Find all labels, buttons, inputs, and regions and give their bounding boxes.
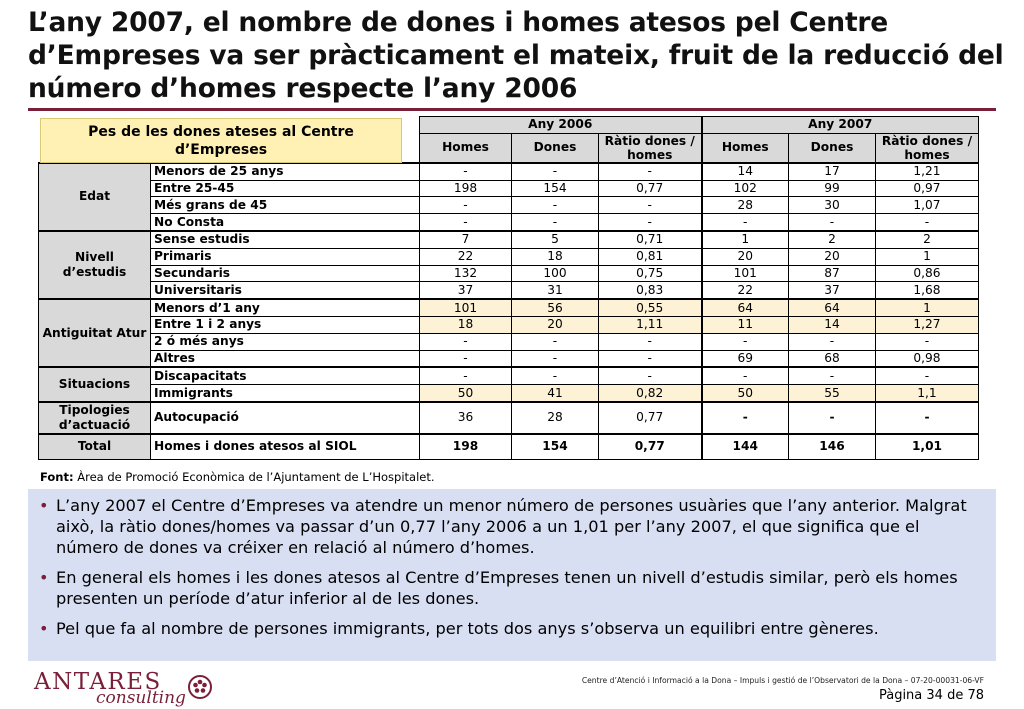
table-cell: 0,98 <box>876 350 979 367</box>
group-label-nivell: Nivell d’estudis <box>39 231 151 299</box>
table-cell: 5 <box>512 231 599 248</box>
table-cell: 0,77 <box>599 180 702 197</box>
table-cell: 17 <box>789 163 876 180</box>
bullet-item <box>36 618 982 639</box>
table-cell: - <box>702 367 789 384</box>
table-cell: 20 <box>702 248 789 265</box>
table-cell: - <box>702 333 789 350</box>
col-ratio-2007: Ràtio dones / homes <box>876 133 979 163</box>
table-cell: - <box>876 333 979 350</box>
table-cell: 20 <box>512 316 599 333</box>
footer-text: Centre d’Atenció i Informació a la Dona – Impuls i gestió de l’Observatori de la Dona – 07-20-00031-06-VF <box>581 676 984 685</box>
table-cell: - <box>512 214 599 231</box>
table-cell: 1,07 <box>876 197 979 214</box>
table-cell: 28 <box>512 402 599 434</box>
table-cell: - <box>789 367 876 384</box>
row-label: 2 ó més anys <box>151 333 420 350</box>
row-label: Discapacitats <box>151 367 420 384</box>
group-label-total: Total <box>39 434 151 460</box>
row-label: Secundaris <box>151 265 420 282</box>
table-row <box>39 214 979 231</box>
row-label: No Consta <box>151 214 420 231</box>
table-cell: 0,82 <box>599 385 702 402</box>
table-cell: 101 <box>420 299 512 316</box>
table-cell: 0,86 <box>876 265 979 282</box>
row-label: Menors d’1 any <box>151 299 420 316</box>
table-row <box>39 402 979 434</box>
table-row <box>39 350 979 367</box>
bullet-panel <box>28 489 996 661</box>
table-cell: - <box>420 333 512 350</box>
table-cell: 1,1 <box>876 385 979 402</box>
table-cell: 101 <box>702 265 789 282</box>
table-cell: - <box>789 402 876 434</box>
table-cell: 1,27 <box>876 316 979 333</box>
table-caption: Pes de les dones ateses al Centre d’Empreses <box>40 118 402 163</box>
table-cell: 1,68 <box>876 282 979 299</box>
bullet-item <box>36 495 982 558</box>
table-cell: - <box>789 333 876 350</box>
table-cell: 198 <box>420 434 512 460</box>
table-body <box>39 163 979 460</box>
table-cell: 56 <box>512 299 599 316</box>
table-cell: - <box>599 367 702 384</box>
table-cell: 36 <box>420 402 512 434</box>
bullet-text: L’any 2007 el Centre d’Empreses va atendre un menor número de persones usuàries que l’any anterior. Malgrat això, la ràtio dones/homes va passar d’un 0,77 l’any 2006 a un 1,01 per l’any 2007, el que significa que el número de dones va créixer en relació al número d’homes. <box>56 496 967 557</box>
col-dones-2006: Dones <box>512 133 599 163</box>
table-cell: 7 <box>420 231 512 248</box>
group-label-tipologies: Tipologies d’actuació <box>39 402 151 434</box>
year-2006-header: Any 2006 <box>420 117 702 134</box>
logo-sub: consulting <box>96 688 186 708</box>
table-cell: 64 <box>702 299 789 316</box>
table-cell: 30 <box>789 197 876 214</box>
table-row <box>39 299 979 316</box>
row-label: Homes i dones atesos al SIOL <box>151 434 420 460</box>
group-label-edat: Edat <box>39 163 151 231</box>
group-label-antiguitat: Antiguitat Atur <box>39 299 151 367</box>
table-cell: 18 <box>420 316 512 333</box>
row-label: Autocupació <box>151 402 420 434</box>
bullet-item <box>36 567 982 609</box>
table-row <box>39 163 979 180</box>
row-label: Entre 25-45 <box>151 180 420 197</box>
table-cell: 64 <box>789 299 876 316</box>
table-row <box>39 333 979 350</box>
table-cell: - <box>599 333 702 350</box>
table-cell: 100 <box>512 265 599 282</box>
logo-brand: ANTARES <box>34 669 162 695</box>
table-cell: 68 <box>789 350 876 367</box>
table-cell: 69 <box>702 350 789 367</box>
table-cell: 14 <box>789 316 876 333</box>
col-ratio-2006: Ràtio dones / homes <box>599 133 702 163</box>
table-cell: - <box>789 214 876 231</box>
table-cell: 37 <box>420 282 512 299</box>
col-homes-2006: Homes <box>420 133 512 163</box>
table-cell: 0,77 <box>599 402 702 434</box>
table-cell: - <box>512 197 599 214</box>
table-cell: 146 <box>789 434 876 460</box>
table-cell: 50 <box>420 385 512 402</box>
row-label: Primaris <box>151 248 420 265</box>
page-number: Pàgina 34 de 78 <box>878 688 984 703</box>
table-cell: - <box>599 214 702 231</box>
source-label: Font: <box>40 470 74 484</box>
row-label: Universitaris <box>151 282 420 299</box>
table-cell: 22 <box>420 248 512 265</box>
table-cell: - <box>420 214 512 231</box>
bullet-dot-icon: • <box>39 619 49 638</box>
year-2007-header: Any 2007 <box>702 117 979 134</box>
table-cell: 1,21 <box>876 163 979 180</box>
table-cell: - <box>702 402 789 434</box>
table-cell: - <box>420 367 512 384</box>
table-row <box>39 197 979 214</box>
table-cell: 99 <box>789 180 876 197</box>
table-row <box>39 231 979 248</box>
table-cell: - <box>512 333 599 350</box>
table-cell: - <box>702 214 789 231</box>
table-cell: - <box>876 214 979 231</box>
table-cell: 87 <box>789 265 876 282</box>
table-cell: - <box>420 163 512 180</box>
title-divider <box>28 108 996 111</box>
table-row <box>39 180 979 197</box>
table-cell: 41 <box>512 385 599 402</box>
logo-flower-icon <box>187 674 213 700</box>
row-label: Altres <box>151 350 420 367</box>
table-row <box>39 282 979 299</box>
table-cell: 2 <box>876 231 979 248</box>
table-cell: 22 <box>702 282 789 299</box>
bullet-text: Pel que fa al nombre de persones immigrants, per tots dos anys s’observa un equilibri entre gèneres. <box>56 619 879 638</box>
table-cell: 0,75 <box>599 265 702 282</box>
table-cell: 1,11 <box>599 316 702 333</box>
table-cell: 18 <box>512 248 599 265</box>
row-label: Immigrants <box>151 385 420 402</box>
table-cell: 31 <box>512 282 599 299</box>
source-text: Àrea de Promoció Econòmica de l’Ajuntament de L’Hospitalet. <box>77 470 435 484</box>
table-cell: 1 <box>876 248 979 265</box>
table-cell: 37 <box>789 282 876 299</box>
col-dones-2007: Dones <box>789 133 876 163</box>
table-cell: - <box>599 197 702 214</box>
table-row <box>39 367 979 384</box>
table-row <box>39 265 979 282</box>
table-cell: 1,01 <box>876 434 979 460</box>
group-label-situacions: Situacions <box>39 367 151 402</box>
table-cell: 50 <box>702 385 789 402</box>
table-cell: - <box>599 350 702 367</box>
table-row <box>39 316 979 333</box>
table-cell: 154 <box>512 180 599 197</box>
row-label: Menors de 25 anys <box>151 163 420 180</box>
page-title: L’any 2007, el nombre de dones i homes atesos pel Centre d’Empreses va ser pràcticament el mateix, fruit de la reducció del número d’homes respecte l’any 2006 <box>28 7 1004 104</box>
bullet-text: En general els homes i les dones atesos al Centre d’Empreses tenen un nivell d’estudis similar, però els homes presenten un període d’atur inferior al de les dones. <box>56 568 958 608</box>
table-cell: - <box>512 163 599 180</box>
bullet-dot-icon: • <box>39 496 49 515</box>
table-cell: - <box>876 402 979 434</box>
table-cell: - <box>876 367 979 384</box>
table-cell: 0,71 <box>599 231 702 248</box>
antares-logo <box>34 670 224 706</box>
table-row <box>39 248 979 265</box>
data-table <box>38 116 979 460</box>
table-cell: 55 <box>789 385 876 402</box>
table-cell: 11 <box>702 316 789 333</box>
table-cell: 198 <box>420 180 512 197</box>
col-homes-2007: Homes <box>702 133 789 163</box>
bullet-dot-icon: • <box>39 568 49 587</box>
table-cell: 0,83 <box>599 282 702 299</box>
table-cell: - <box>599 163 702 180</box>
table-cell: 2 <box>789 231 876 248</box>
table-cell: 132 <box>420 265 512 282</box>
table-cell: 20 <box>789 248 876 265</box>
table-cell: 154 <box>512 434 599 460</box>
source-note <box>40 470 435 484</box>
row-label: Entre 1 i 2 anys <box>151 316 420 333</box>
table-row <box>39 434 979 460</box>
row-label: Sense estudis <box>151 231 420 248</box>
row-label: Més grans de 45 <box>151 197 420 214</box>
table-cell: - <box>512 367 599 384</box>
table-cell: 144 <box>702 434 789 460</box>
table-cell: 1 <box>702 231 789 248</box>
table-cell: - <box>420 197 512 214</box>
table-cell: 28 <box>702 197 789 214</box>
table-cell: 0,97 <box>876 180 979 197</box>
table-cell: - <box>512 350 599 367</box>
table-cell: 1 <box>876 299 979 316</box>
table-cell: 0,77 <box>599 434 702 460</box>
table-cell: 0,55 <box>599 299 702 316</box>
table-cell: 0,81 <box>599 248 702 265</box>
table-cell: 102 <box>702 180 789 197</box>
table-row <box>39 385 979 402</box>
table-cell: - <box>420 350 512 367</box>
table-cell: 14 <box>702 163 789 180</box>
